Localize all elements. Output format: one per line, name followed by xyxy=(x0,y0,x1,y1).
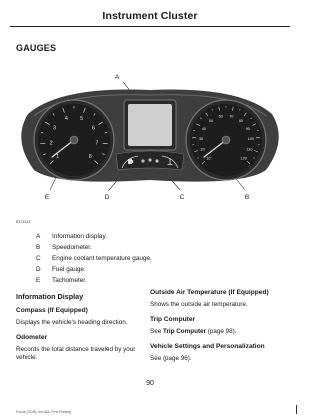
header-rule xyxy=(10,26,290,27)
dial-number: 6 xyxy=(92,125,95,132)
dial-number: 110 xyxy=(246,147,253,152)
legend-text: Engine coolant temperature gauge. xyxy=(52,255,152,262)
page-number: 90 xyxy=(146,380,154,387)
trip-computer-heading: Trip Computer xyxy=(150,316,196,323)
dial-number: 1 xyxy=(56,154,60,161)
outside-air-temperature-heading: Outside Air Temperature (If Equipped) xyxy=(150,289,269,296)
dial-number: 4 xyxy=(64,116,68,123)
vehicle-settings-heading: Vehicle Settings and Personalization xyxy=(150,343,265,350)
legend-key: D xyxy=(36,266,41,273)
odometer-heading: Odometer xyxy=(16,334,48,341)
legend-text: Fuel gauge. xyxy=(52,266,86,273)
callout-e: E xyxy=(44,194,50,201)
dial-number: 3 xyxy=(53,125,56,132)
instrument-cluster-illustration xyxy=(0,62,300,220)
footer-crop-mark xyxy=(296,405,297,414)
callout-c: C xyxy=(179,194,185,201)
trip-computer-reference xyxy=(150,328,280,337)
dial-number: 7 xyxy=(95,140,99,147)
trip-computer-link[interactable]: Trip Computer xyxy=(162,327,206,335)
figure-code: E171213 xyxy=(16,220,31,224)
odometer-description: Records the total distance traveled by your vehicle. xyxy=(16,345,136,361)
dial-number: 5 xyxy=(80,116,84,123)
legend-text: Information display. xyxy=(52,233,107,240)
footer-note: Focus (CDH), enUSA, First Printing xyxy=(16,410,72,414)
dial-number: 120 xyxy=(240,156,247,161)
dial-number: 100 xyxy=(247,137,255,142)
information-display-heading: Information Display xyxy=(16,292,84,301)
legend-text: Tachometer. xyxy=(52,277,87,284)
speedometer-hub xyxy=(222,136,230,144)
callout-d: D xyxy=(104,194,110,201)
right-column xyxy=(150,289,280,370)
tachometer-hub xyxy=(70,136,78,144)
running-title: Instrument Cluster xyxy=(102,10,198,22)
legend-item xyxy=(36,231,236,242)
compass-description: Displays the vehicle's heading direction. xyxy=(16,318,128,326)
legend-key: C xyxy=(36,255,41,262)
dial-number: 50 xyxy=(208,118,214,123)
legend-item xyxy=(36,253,236,264)
dial-number: 80 xyxy=(238,118,244,123)
section-heading: GAUGES xyxy=(16,43,57,53)
dial-number: 60 xyxy=(218,114,223,119)
vehicle-settings-reference: See (page 96). xyxy=(150,354,192,362)
figure-legend xyxy=(36,231,236,286)
legend-key: E xyxy=(36,277,41,284)
legend-item xyxy=(36,275,236,286)
outside-air-temperature-description: Shows the outside air temperature. xyxy=(150,300,248,308)
left-column xyxy=(16,292,146,370)
dial-number: 90 xyxy=(245,126,251,131)
dial-number: 40 xyxy=(201,126,207,131)
legend-text: Speedometer. xyxy=(52,244,92,251)
trip-page-text: (page 98). xyxy=(206,327,237,335)
trip-see-text: See xyxy=(150,327,163,335)
compass-heading: Compass (If Equipped) xyxy=(16,307,88,314)
dial-number: 8 xyxy=(88,154,92,161)
dial-number: 10 xyxy=(206,156,211,161)
callout-b: B xyxy=(244,194,250,201)
dial-number: 20 xyxy=(200,147,205,152)
legend-key: B xyxy=(36,244,41,251)
information-display-screen xyxy=(128,104,172,146)
legend-item xyxy=(36,242,236,253)
dial-number: 70 xyxy=(229,114,234,119)
callout-a: A xyxy=(114,74,120,81)
dial-number: 2 xyxy=(49,140,53,147)
legend-key: A xyxy=(36,233,41,240)
legend-item xyxy=(36,264,236,275)
dial-number: 30 xyxy=(198,137,204,142)
